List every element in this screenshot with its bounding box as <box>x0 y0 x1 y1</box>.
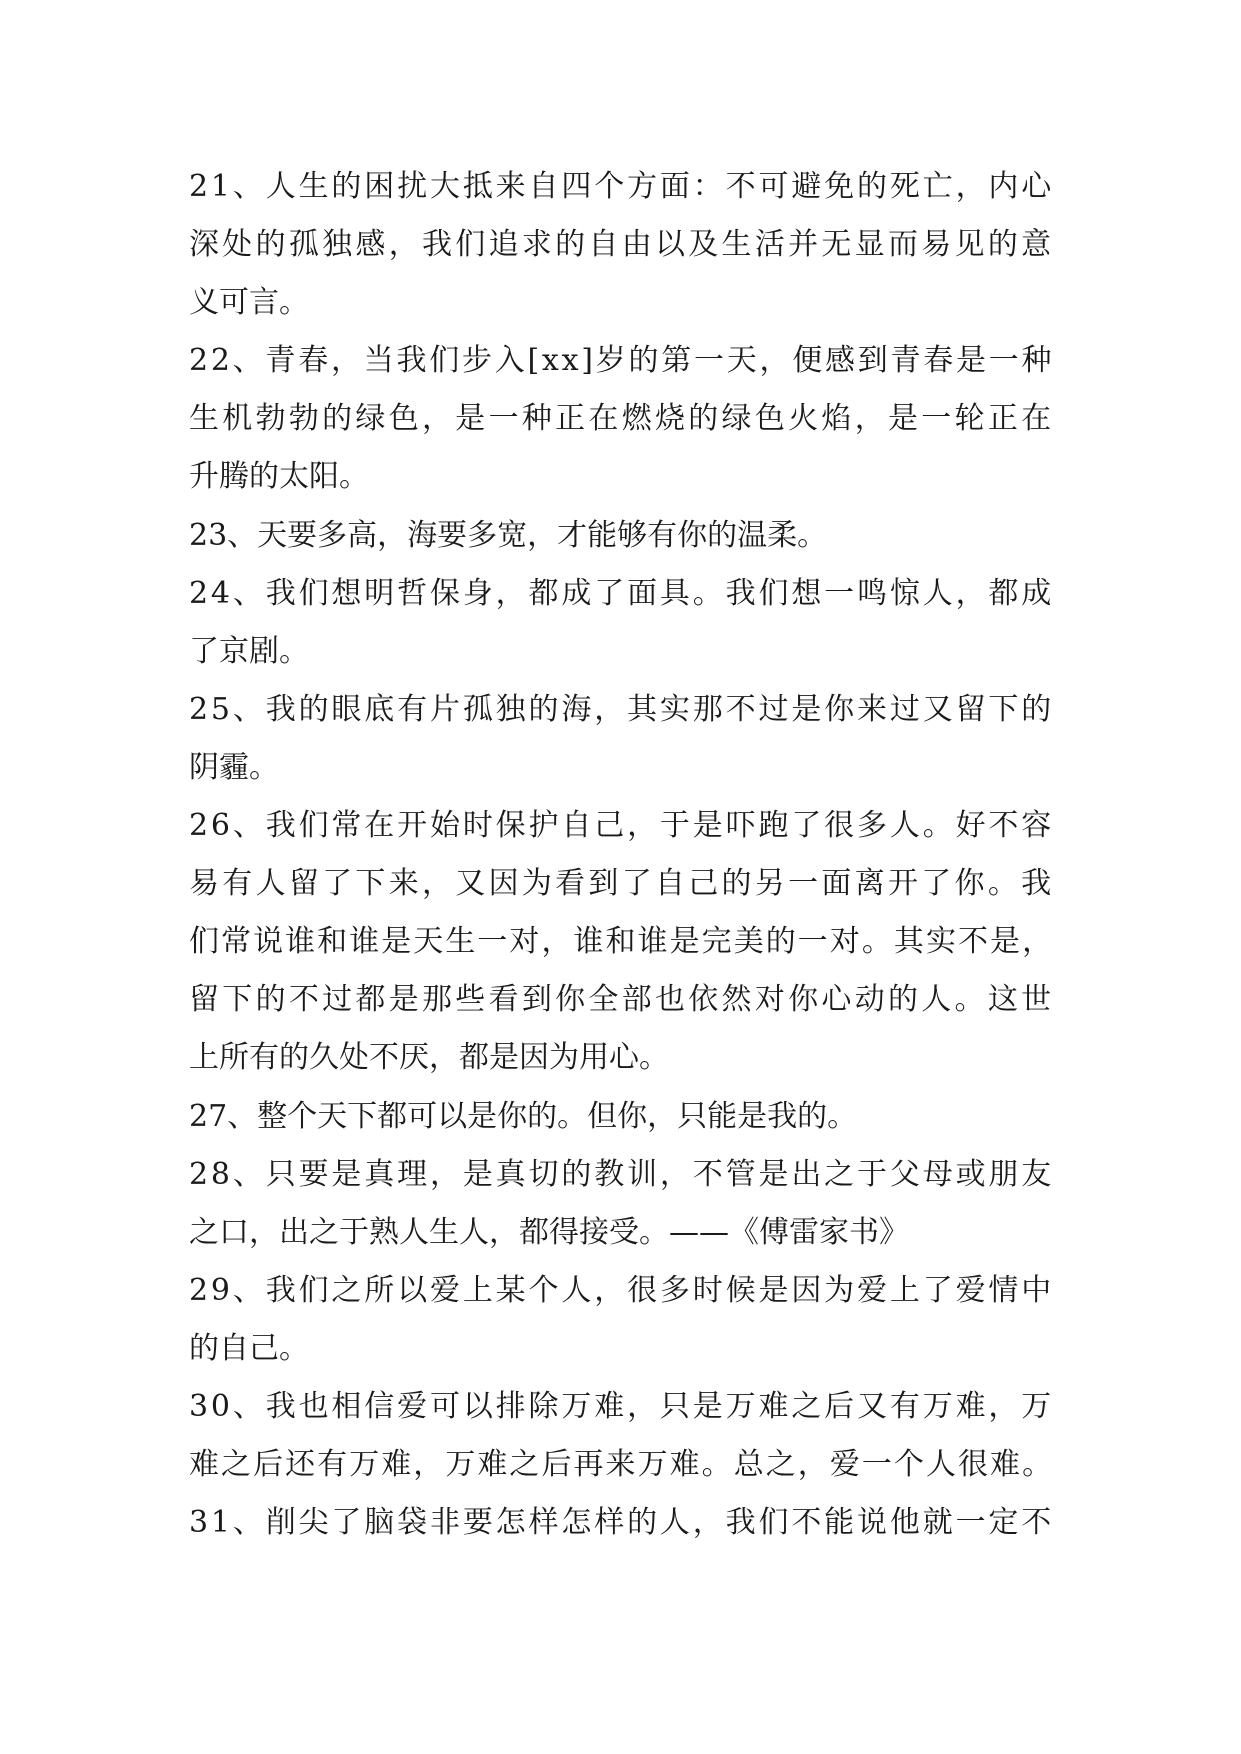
text-line: 生机勃勃的绿色，是一种正在燃烧的绿色火焰，是一轮正在 <box>189 401 1055 437</box>
text-line: 义可言。 <box>189 285 309 321</box>
text-line: 29、我们之所以爱上某个人，很多时候是因为爱上了爱情中 <box>189 1272 1055 1308</box>
text-line: 23、天要多高，海要多宽，才能够有你的温柔。 <box>189 517 828 553</box>
text-line: 21、人生的困扰大抵来自四个方面：不可避免的死亡，内心 <box>189 169 1055 204</box>
text-line: 26、我们常在开始时保护自己，于是吓跑了很多人。好不容 <box>189 808 1055 844</box>
text-line: 难之后还有万难，万难之后再来万难。总之，爱一个人很难。 <box>189 1447 1055 1483</box>
document-body <box>189 158 1054 1552</box>
text-line: 深处的孤独感，我们追求的自由以及生活并无显而易见的意 <box>189 227 1055 263</box>
text-line: 易有人留了下来，又因为看到了自己的另一面离开了你。我 <box>189 866 1055 902</box>
text-line: 28、只要是真理，是真切的教训，不管是出之于父母或朋友 <box>189 1156 1055 1192</box>
text-line: 们常说谁和谁是天生一对，谁和谁是完美的一对。其实不是， <box>189 924 1055 960</box>
text-line: 了京剧。 <box>189 633 309 669</box>
text-line: 27、整个天下都可以是你的。但你，只能是我的。 <box>189 1098 858 1134</box>
text-line: 22、青春，当我们步入[xx]岁的第一天，便感到青春是一种 <box>189 343 1055 379</box>
text-line: 阴霾。 <box>189 749 279 785</box>
text-line: 升腾的太阳。 <box>189 459 369 495</box>
text-line: 31、削尖了脑袋非要怎样怎样的人，我们不能说他就一定不 <box>189 1505 1055 1541</box>
text-line: 留下的不过都是那些看到你全部也依然对你心动的人。这世 <box>189 982 1055 1018</box>
text-line: 之口，出之于熟人生人，都得接受。——《傅雷家书》 <box>189 1214 909 1250</box>
text-line: 24、我们想明哲保身，都成了面具。我们想一鸣惊人，都成 <box>189 575 1055 611</box>
text-line: 25、我的眼底有片孤独的海，其实那不过是你来过又留下的 <box>189 691 1055 727</box>
text-line: 30、我也相信爱可以排除万难，只是万难之后又有万难，万 <box>189 1388 1055 1424</box>
text-line: 上所有的久处不厌，都是因为用心。 <box>189 1040 669 1076</box>
text-line: 的自己。 <box>189 1330 309 1366</box>
